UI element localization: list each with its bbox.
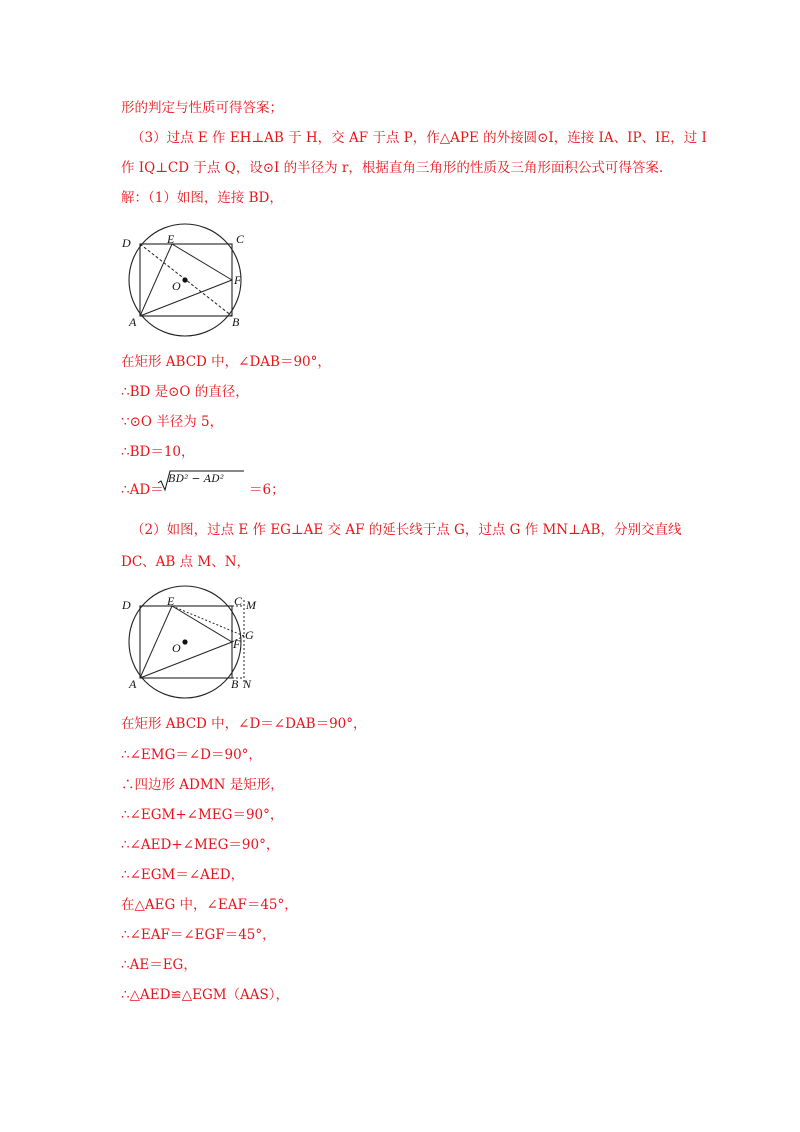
text-line: ∵⊙O 半径为 5， <box>121 414 224 430</box>
text-line: 在△AEG 中，∠EAF＝45°， <box>121 897 298 913</box>
label-D: D <box>122 598 131 612</box>
text-line: ∴∠AED+∠MEG＝90°， <box>121 837 280 853</box>
text-line: ∴∠EMG＝∠D＝90°， <box>121 747 262 763</box>
label-O: O <box>172 641 181 655</box>
figure-2 <box>118 584 268 699</box>
label-B: B <box>231 677 239 691</box>
label-N: N <box>243 677 252 691</box>
label-C: C <box>236 232 245 246</box>
label-D: D <box>122 236 131 250</box>
text-line: ∴∠EGM＝∠AED， <box>121 867 245 883</box>
text-line: ∴四边形 ADMN 是矩形， <box>121 777 284 793</box>
text-line: ∴∠EAF＝∠EGF＝45°， <box>121 927 276 943</box>
label-F: F <box>233 637 241 651</box>
label-A: A <box>129 315 137 329</box>
label-G: G <box>245 628 254 642</box>
label-E: E <box>167 232 175 246</box>
text-line: 作 IQ⊥CD 于点 Q，设⊙I 的半径为 r，根据直角三角形的性质及三角形面积公式可得答案. <box>121 160 664 176</box>
text-line: 在矩形 ABCD 中，∠DAB＝90°， <box>121 354 331 370</box>
text-line: DC、AB 点 M、N， <box>121 554 251 570</box>
label-C: C <box>234 594 243 608</box>
text-line: 形的判定与性质可得答案； <box>121 100 283 116</box>
label-A: A <box>129 677 137 691</box>
text-line: ∴∠EGM+∠MEG＝90°， <box>121 807 284 823</box>
label-M: M <box>246 598 256 612</box>
label-F: F <box>234 273 242 287</box>
text-line: ∴AE＝EG， <box>121 957 197 973</box>
text-line: ∴BD＝10， <box>121 444 195 460</box>
label-O: O <box>172 279 181 293</box>
label-E: E <box>167 594 175 608</box>
text-line: ∴△AED≌△EGM（AAS）， <box>121 987 290 1003</box>
text-line: （2）如图，过点 E 作 EG⊥AE 交 AF 的延长线于点 G，过点 G 作 MN⊥AB，分别交直线 <box>131 522 682 538</box>
text-line: 在矩形 ABCD 中，∠D＝∠DAB＝90°， <box>121 716 367 732</box>
text-line: ＝6； <box>249 482 285 498</box>
text-line: ∴AD＝ <box>121 482 164 498</box>
text-line: （3）过点 E 作 EH⊥AB 于 H，交 AF 于点 P，作△APE 的外接圆⊙I，连接 IA、IP、IE，过 I <box>131 130 707 146</box>
text-line: ∴BD 是⊙O 的直径， <box>121 384 249 400</box>
sqrt-content: BD² − AD² <box>168 473 225 485</box>
text-line: 解：（1）如图，连接 BD， <box>121 190 283 206</box>
figure-1 <box>118 222 258 337</box>
label-B: B <box>232 315 240 329</box>
